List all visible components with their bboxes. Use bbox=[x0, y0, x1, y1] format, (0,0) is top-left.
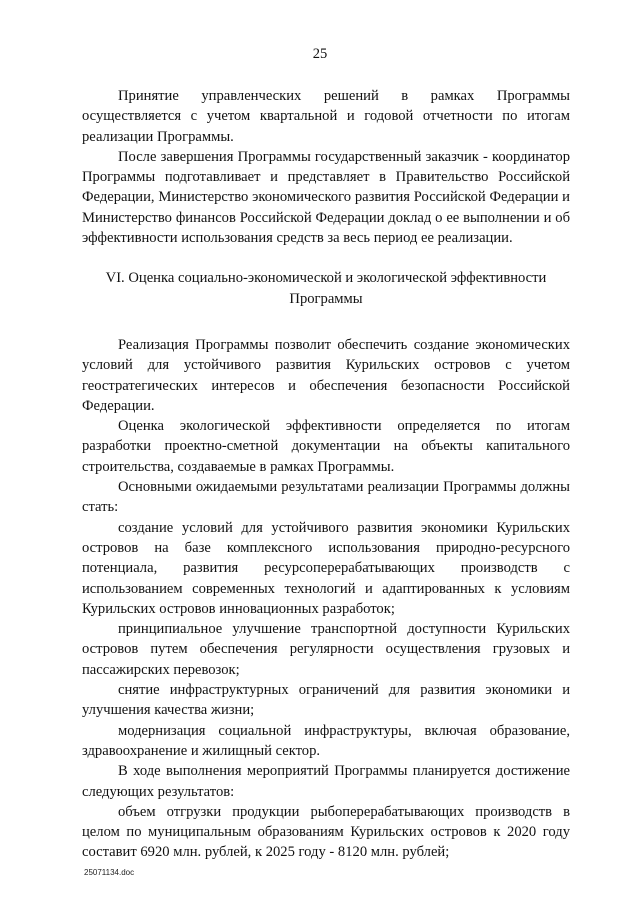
paragraph-program-implementation: Реализация Программы позволит обеспечить создание экономических условий для устойчивого развития Курильских островов с учетом геостратегических интересов и обеспечения безопасности Российской Федерации. bbox=[82, 336, 570, 414]
list-item-fish-processing-volume: объем отгрузки продукции рыбоперерабатывающих производств в целом по муниципальным образованиям Курильских островов к 2020 году составит 6920 млн. рублей, к 2025 году - 8120 млн. рублей; bbox=[82, 803, 570, 861]
paragraph-program-completion-report: После завершения Программы государственный заказчик - координатор Программы подготавливает и представляет в Правительство Российской Федерации, Министерство экономического развития Российской Федерации и Министерство финансов Российской Федерации доклад о ее выполнении и об эффективности использования средств за весь период ее реализации. bbox=[82, 148, 570, 247]
list-item-sustainable-development: создание условий для устойчивого развития экономики Курильских островов на базе комплексного использования природно-ресурсного потенциала, развития ресурсоперерабатывающих производств с использованием современных технологий и адаптированных к условиям Курильских островов инновационных разработок; bbox=[82, 519, 570, 617]
page-number: 25 bbox=[312, 46, 328, 62]
list-item-transport-accessibility: принципиальное улучшение транспортной доступности Курильских островов путем обеспечения регулярности осуществления грузовых и пассажирских перевозок; bbox=[82, 621, 570, 678]
list-item-infrastructure-constraints: снятие инфраструктурных ограничений для развития экономики и улучшения качества жизни; bbox=[82, 682, 570, 719]
paragraph-planned-results-intro: В ходе выполнения мероприятий Программы планируется достижение следующих результатов: bbox=[82, 763, 570, 800]
paragraph-management-decisions: Принятие управленческих решений в рамках Программы осуществляется с учетом квартальной и годовой отчетности по итогам реализации Программы. bbox=[82, 88, 570, 145]
footer-document-code: 25071134.doc bbox=[84, 868, 135, 877]
paragraph-ecological-assessment: Оценка экологической эффективности определяется по итогам разработки проектно-сметной документации на объекты капитального строительства, создаваемые в рамках Программы. bbox=[82, 418, 570, 475]
section-heading: VI. Оценка социально-экономической и экологической эффективности Программы bbox=[105, 270, 547, 307]
list-item-social-infrastructure: модернизация социальной инфраструктуры, включая образование, здравоохранение и жилищный сектор. bbox=[82, 722, 570, 759]
document-body bbox=[82, 86, 570, 863]
paragraph-expected-results-intro: Основными ожидаемыми результатами реализации Программы должны стать: bbox=[82, 479, 570, 516]
